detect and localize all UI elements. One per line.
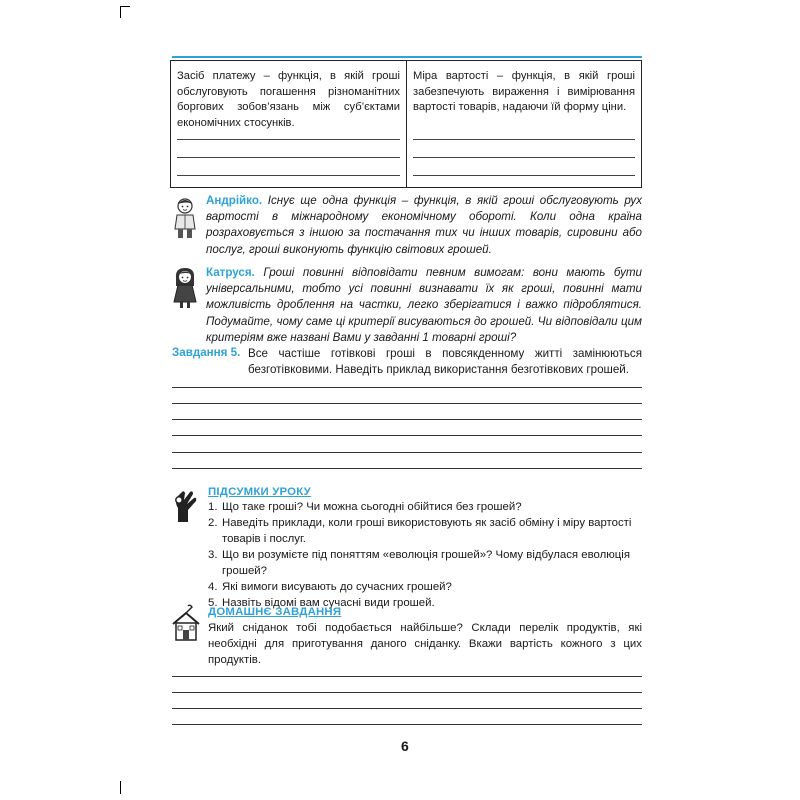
measure-function-text: Міра вартості – функція, в якій гроші забезпечують вираження і вимірювання вартості товарів, надаючи їй форму ціни.: [413, 70, 635, 113]
andriyko-paragraph: [206, 193, 642, 258]
top-accent-rule: [172, 56, 642, 58]
payment-function-text: Засіб платежу – функція, в якій гроші обслуговують погашення різноманітних боргових зобов’язань між суб’єктами економічних стосунків.: [177, 70, 400, 129]
answer-line[interactable]: [172, 419, 642, 420]
crop-mark-bottom-left-v: [120, 781, 121, 794]
summary-question: 3. Що ви розумієте під поняттям «еволюція грошей»? Чому відбулася еволюція грошей?: [208, 549, 630, 577]
answer-line[interactable]: [172, 468, 642, 469]
homework-title: ДОМАШНЄ ЗАВДАННЯ: [208, 606, 342, 618]
homework-text: Який сніданок тобі подобається найбільше? Склади перелік продуктів, які необхідні для приготування даного сніданку. Вкажи вартість кожного з цих продуктів.: [208, 622, 642, 666]
andriyko-name: Андрійко.: [206, 194, 263, 207]
homework-answer-line[interactable]: [172, 676, 642, 677]
table-cell-measure: [407, 61, 641, 187]
write-line[interactable]: [177, 175, 400, 176]
crop-mark-top-left-v: [120, 6, 121, 18]
page-number: 6: [401, 738, 409, 754]
task5-text: Все частіше готівкові гроші в повсякденному житті замінюються безготівковими. Наведіть приклад використання безготівкових грошей.: [248, 347, 642, 376]
table-cell-payment: [171, 61, 407, 187]
homework-answer-line[interactable]: [172, 724, 642, 725]
katrusia-text: Гроші повинні відповідати певним вимогам: вони мають бути універсальними, тобто усі повинні визнавати їх як гроші, повинні мати можливість дроблення на частки, легко зберігатися і важко підроблятися. Подумайте, чому саме ці критерії висуваються до грошей. Чи відповідали цим критеріям вже названі Вами у завданні 1 товарні гроші?: [206, 266, 642, 344]
crop-mark-top-left-h: [120, 6, 130, 7]
summary-question: 5. Назвіть відомі вам сучасні види грошей.: [208, 597, 435, 609]
write-line[interactable]: [177, 157, 400, 158]
answer-line[interactable]: [172, 452, 642, 453]
girl-character-icon: [172, 266, 198, 308]
money-functions-table: [170, 60, 642, 188]
write-line[interactable]: [413, 175, 635, 176]
homework-answer-line[interactable]: [172, 708, 642, 709]
andriyko-text: Існує ще одна функція – функція, в якій гроші обслуговують рух вартості в міжнародному економічному обороті. Коли одна країна розраховується з іншою за постачання тих чи інших товарів, сировини або послуг, гроші виконують функцію світових грошей.: [206, 194, 642, 256]
write-line[interactable]: [177, 139, 400, 140]
answer-line[interactable]: [172, 387, 642, 388]
write-line[interactable]: [413, 157, 635, 158]
boy-character-icon: [172, 197, 198, 239]
ok-hand-icon: [170, 488, 200, 524]
answer-line[interactable]: [172, 435, 642, 436]
summary-question: 4. Які вимоги висувають до сучасних грошей?: [208, 581, 452, 593]
summary-questions: [208, 499, 642, 611]
answer-line[interactable]: [172, 403, 642, 404]
task5-label: Завдання 5.: [172, 346, 241, 359]
katrusia-paragraph: [206, 265, 642, 346]
summary-title: ПІДСУМКИ УРОКУ: [208, 486, 311, 498]
summary-question: 2. Наведіть приклади, коли гроші використовують як засіб обміну і міру вартості товарів і послуг.: [208, 517, 632, 545]
katrusia-name: Катруся.: [206, 266, 255, 279]
summary-question: 1. Що таке гроші? Чи можна сьогодні обійтися без грошей?: [208, 501, 522, 513]
write-line[interactable]: [413, 139, 635, 140]
homework-answer-line[interactable]: [172, 692, 642, 693]
house-icon: [170, 604, 202, 642]
